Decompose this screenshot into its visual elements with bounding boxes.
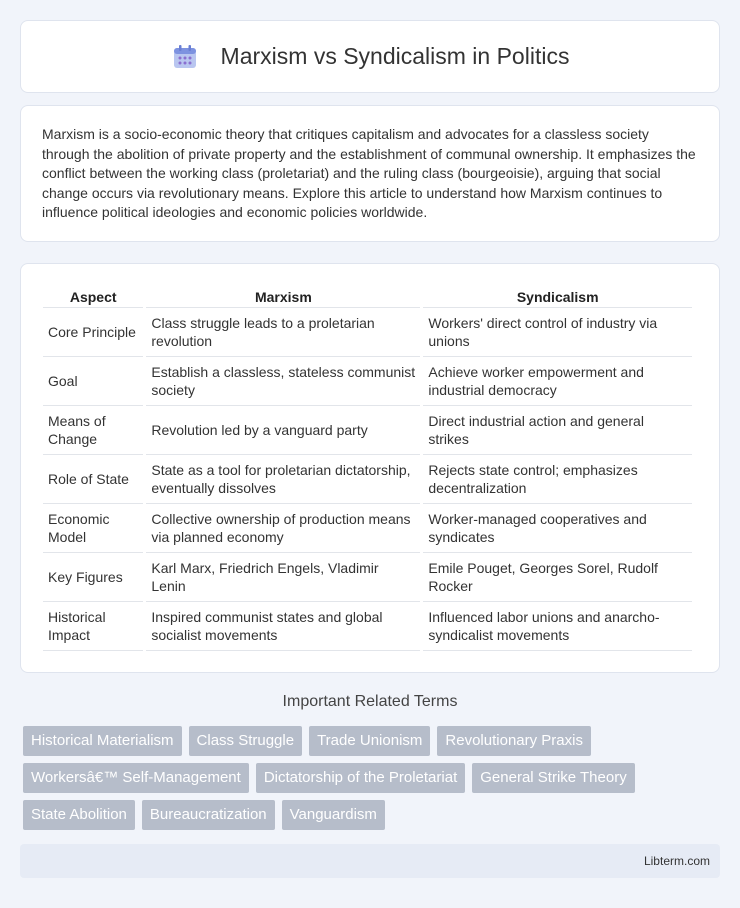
table-row	[43, 553, 692, 602]
header-syndicalism: Syndicalism	[423, 284, 692, 308]
syndicalism-cell: Direct industrial action and general strikes	[423, 406, 692, 455]
calendar-icon	[171, 43, 199, 71]
intro-card	[20, 105, 720, 242]
term-tag[interactable]: Workersâ€™ Self-Management	[23, 763, 249, 793]
syndicalism-cell: Workers' direct control of industry via unions	[423, 308, 692, 357]
aspect-cell: Means of Change	[43, 406, 143, 455]
term-tag[interactable]: Bureaucratization	[142, 800, 275, 830]
marxism-cell: State as a tool for proletarian dictatorship, eventually dissolves	[146, 455, 420, 504]
table-row	[43, 455, 692, 504]
aspect-cell: Goal	[43, 357, 143, 406]
intro-text: Marxism is a socio-economic theory that critiques capitalism and advocates for a classless society through the abolition of private property and the establishment of communal ownership. It emphasizes the conflict between the working class (proletariat) and the ruling class (bourgeoisie), arguing that social change occurs via revolutionary means. Explore this article to understand how Marxism continues to influence political ideologies and economic policies worldwide.	[42, 126, 696, 220]
tag-row	[23, 726, 723, 756]
table-row	[43, 602, 692, 651]
marxism-cell: Karl Marx, Friedrich Engels, Vladimir Lenin	[146, 553, 420, 602]
term-tag[interactable]: Class Struggle	[189, 726, 303, 756]
syndicalism-cell: Achieve worker empowerment and industrial democracy	[423, 357, 692, 406]
table-header-row	[43, 284, 692, 308]
related-terms-tags	[23, 726, 723, 837]
syndicalism-cell: Worker-managed cooperatives and syndicates	[423, 504, 692, 553]
header-marxism: Marxism	[146, 284, 420, 308]
syndicalism-cell: Emile Pouget, Georges Sorel, Rudolf Rocker	[423, 553, 692, 602]
marxism-cell: Establish a classless, stateless communist society	[146, 357, 420, 406]
tag-row	[23, 800, 723, 830]
term-tag[interactable]: State Abolition	[23, 800, 135, 830]
aspect-cell: Economic Model	[43, 504, 143, 553]
aspect-cell: Role of State	[43, 455, 143, 504]
header-aspect: Aspect	[43, 284, 143, 308]
term-tag[interactable]: Revolutionary Praxis	[437, 726, 591, 756]
table-row	[43, 308, 692, 357]
footer-site-link[interactable]: Libterm.com	[643, 854, 710, 868]
page-title: Marxism vs Syndicalism in Politics	[220, 43, 570, 69]
table-row	[43, 406, 692, 455]
marxism-cell: Inspired communist states and global socialist movements	[146, 602, 420, 651]
header-card	[20, 20, 720, 93]
marxism-cell: Revolution led by a vanguard party	[146, 406, 420, 455]
term-tag[interactable]: Dictatorship of the Proletariat	[256, 763, 465, 793]
syndicalism-cell: Rejects state control; emphasizes decentralization	[423, 455, 692, 504]
aspect-cell: Key Figures	[43, 553, 143, 602]
aspect-cell: Core Principle	[43, 308, 143, 357]
related-terms-title: Important Related Terms	[282, 693, 458, 710]
tag-row	[23, 763, 723, 793]
marxism-cell: Class struggle leads to a proletarian revolution	[146, 308, 420, 357]
term-tag[interactable]: General Strike Theory	[472, 763, 634, 793]
comparison-table	[40, 284, 695, 651]
syndicalism-cell: Influenced labor unions and anarcho-syndicalist movements	[423, 602, 692, 651]
comparison-table-card	[20, 263, 720, 673]
aspect-cell: Historical Impact	[43, 602, 143, 651]
footer	[20, 844, 720, 878]
term-tag[interactable]: Vanguardism	[282, 800, 385, 830]
term-tag[interactable]: Historical Materialism	[23, 726, 182, 756]
term-tag[interactable]: Trade Unionism	[309, 726, 430, 756]
table-row	[43, 357, 692, 406]
marxism-cell: Collective ownership of production means via planned economy	[146, 504, 420, 553]
table-row	[43, 504, 692, 553]
